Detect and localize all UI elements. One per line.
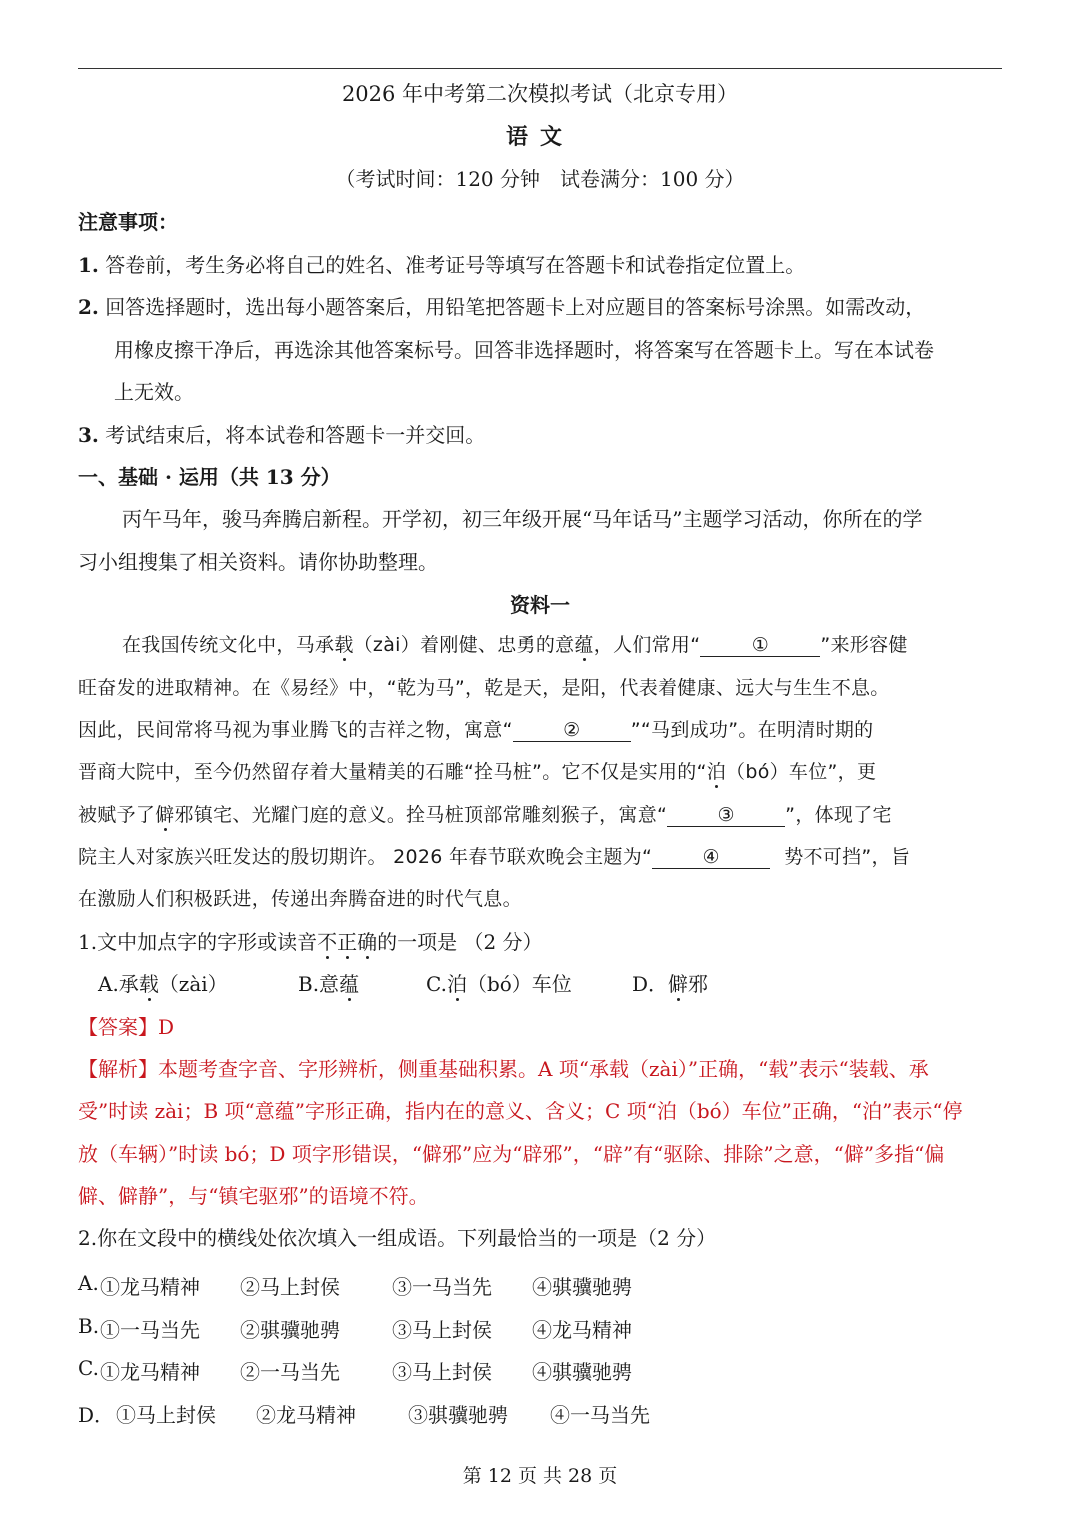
passage-text: （bó）车位”，更 (726, 761, 877, 783)
q1-option-a (98, 968, 228, 997)
q1-analysis-line1 (78, 1053, 929, 1082)
option-label: D． (78, 1403, 115, 1427)
q1-analysis-line4: 僻、僻静”，与“镇宅驱邪”的语境不符。 (78, 1184, 429, 1208)
passage-text: 势不可挡”，旨 (784, 846, 911, 868)
passage-line-2: 旺奋发的进取精神。在《易经》中，“乾为马”，乾是天，是阳，代表着健康、远大与生生不息。 (78, 677, 890, 699)
passage-text: ”来形容健 (820, 634, 908, 656)
option-text: （zài） (158, 972, 228, 996)
dotted-char: 泊 (446, 972, 467, 996)
option-label: B. (78, 1314, 100, 1338)
option-item: ③骐骥驰骋 (408, 1403, 508, 1427)
notice-item-2-line3: 上无效。 (114, 380, 194, 404)
q2-option-d (78, 1399, 114, 1428)
q1-stem-text: 1.文中加点字的字形或读音 (78, 930, 318, 954)
exam-info: （考试时间：120 分钟 试卷满分：100 分） (335, 167, 745, 191)
q1-option-b (298, 968, 359, 997)
passage-line-7: 在激励人们积极跃进，传递出奔腾奋进的时代气息。 (78, 888, 522, 910)
passage-text: （zài）着刚健、忠勇的意 (353, 634, 575, 656)
analysis-text: 本题考查字音、字形辨析，侧重基础积累。A 项“承载（zài）”正确，“载”表示“装载、承 (158, 1057, 929, 1081)
dotted-char: 蕴 (574, 634, 594, 656)
passage-text: 邪镇宅、光耀门庭的意义。拴马桩顶部常雕刻猴子，寓意“ (174, 804, 668, 826)
q1-stem (78, 926, 543, 955)
option-item: ③一马当先 (392, 1275, 492, 1299)
blank-3: ③ (667, 806, 785, 827)
passage-text: 在我国传统文化中，马承 (122, 634, 335, 656)
section-heading: 一、基础 · 运用（共 13 分） (78, 465, 341, 489)
q1-option-c (426, 968, 572, 997)
passage-line-4 (78, 757, 876, 784)
exam-title: 2026 年中考第二次模拟考试（北京专用） (341, 82, 739, 106)
q1-stem-text: 的一项是 （2 分） (377, 930, 543, 954)
notice-heading: 注意事项： (78, 210, 178, 234)
option-item: ②龙马精神 (256, 1403, 356, 1427)
option-item: ①马上封侯 (116, 1403, 216, 1427)
passage-text: 被赋予了 (78, 804, 156, 826)
notice-num: 1. (78, 253, 99, 277)
notice-item-2-line2: 用橡皮擦干净后，再选涂其他答案标号。回答非选择题时，将答案写在答题卡上。写在本试卷 (114, 338, 934, 362)
section-intro-line1: 丙午马年，骏马奔腾启新程。开学初，初三年级开展“马年话马”主题学习活动，你所在的学 (122, 507, 923, 531)
notice-item-3 (78, 419, 485, 448)
option-item: ④骐骥驰骋 (532, 1275, 632, 1299)
page-number: 第 12 页 共 28 页 (462, 1465, 618, 1487)
blank-2: ② (513, 721, 631, 742)
dotted-char: 僻 (668, 972, 689, 996)
q1-analysis-line3: 放（车辆）”时读 bó；D 项字形错误，“僻邪”应为“辟邪”，“辟”有“驱除、排除”之意，“僻”多指“偏 (78, 1142, 945, 1166)
dotted-char: 泊 (706, 761, 727, 783)
q2-stem: 2.你在文段中的横线处依次填入一组成语。下列最恰当的一项是（2 分） (78, 1226, 717, 1250)
dotted-char: 载 (138, 972, 159, 996)
blank-4: ④ (652, 848, 770, 869)
passage-text: ”“马到成功”。在明清时期的 (630, 719, 874, 741)
q1-analysis-line2: 受”时读 zài；B 项“意蕴”字形正确，指内在的意义、含义；C 项“泊（bó）车位”正确，“泊”表示“停 (78, 1099, 963, 1123)
analysis-label: 【解析】 (78, 1057, 158, 1081)
option-item: ②一马当先 (240, 1360, 340, 1384)
notice-text: 考试结束后，将本试卷和答题卡一并交回。 (105, 423, 486, 447)
dotted-char: 正 (337, 930, 358, 954)
subject-title: 语文 (505, 124, 574, 150)
option-text: C. (426, 972, 447, 996)
passage-text: 因此，民间常将马视为事业腾飞的吉祥之物，寓意“ (78, 719, 513, 741)
passage-text: 院主人对家族兴旺发达的殷切期许。 2026 年春节联欢晚会主题为“ (78, 846, 653, 868)
header-rule (78, 68, 1002, 69)
option-label: A. (78, 1271, 99, 1295)
option-item: ①龙马精神 (100, 1275, 200, 1299)
option-text: D． (632, 972, 669, 996)
option-item: ①一马当先 (100, 1318, 200, 1342)
passage-text: ”，体现了宅 (785, 804, 892, 826)
passage-line-3 (78, 715, 873, 742)
option-item: ③马上封侯 (392, 1318, 492, 1342)
notice-num: 2. (78, 295, 99, 319)
option-text: （bó）车位 (466, 972, 572, 996)
option-item: ④一马当先 (550, 1403, 650, 1427)
q1-answer: 【答案】D (78, 1015, 175, 1039)
passage-text: ，人们常用“ (593, 634, 701, 656)
dotted-char: 确 (357, 930, 378, 954)
passage-line-1 (122, 630, 908, 657)
notice-text: 答卷前，考生务必将自己的姓名、准考证号等填写在答题卡和试卷指定位置上。 (105, 253, 806, 277)
section-intro-line2: 习小组搜集了相关资料。请你协助整理。 (78, 550, 438, 574)
dotted-char: 蕴 (339, 972, 360, 996)
option-item: ③马上封侯 (392, 1360, 492, 1384)
material-title: 资料一 (510, 593, 570, 617)
dotted-char: 僻 (155, 804, 175, 826)
q2-option-b (78, 1314, 99, 1338)
option-item: ④龙马精神 (532, 1318, 632, 1342)
dotted-char: 不 (317, 930, 338, 954)
blank-1: ① (700, 636, 820, 657)
passage-text: 晋商大院中，至今仍然留存着大量精美的石雕“拴马桩”。它不仅是实用的“ (78, 761, 707, 783)
q2-option-a (78, 1271, 99, 1295)
option-text: 邪 (688, 972, 709, 996)
passage-line-5 (78, 800, 892, 827)
q1-option-d (632, 968, 708, 997)
passage-line-6 (78, 842, 910, 869)
option-item: ④骐骥驰骋 (532, 1360, 632, 1384)
dotted-char: 载 (334, 634, 354, 656)
q2-option-c (78, 1356, 99, 1380)
option-item: ①龙马精神 (100, 1360, 200, 1384)
notice-text: 回答选择题时，选出每小题答案后，用铅笔把答题卡上对应题目的答案标号涂黑。如需改动， (105, 295, 926, 319)
option-item: ②马上封侯 (240, 1275, 340, 1299)
option-text: A.承 (98, 972, 139, 996)
option-item: ②骐骥驰骋 (240, 1318, 340, 1342)
notice-item-2 (78, 291, 925, 320)
option-text: B.意 (298, 972, 340, 996)
option-label: C. (78, 1356, 99, 1380)
notice-item-1 (78, 249, 805, 278)
notice-num: 3. (78, 423, 99, 447)
